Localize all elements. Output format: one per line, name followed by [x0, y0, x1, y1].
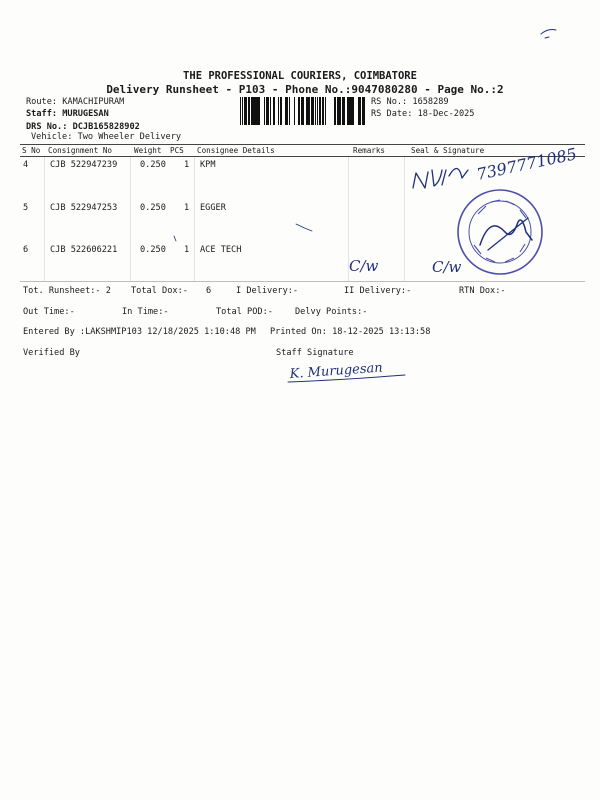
row-weight: 0.250 — [140, 245, 166, 255]
delvy-points: Delvy Points:- — [295, 307, 368, 317]
row-consignee: EGGER — [200, 203, 226, 213]
drs-number: DRS No.: DCJB165828902 — [26, 122, 140, 132]
rs-date: RS Date: 18-Dec-2025 — [371, 109, 475, 119]
stray-mark — [296, 224, 312, 231]
total-pod: Total POD:- — [216, 307, 273, 317]
header-weight: Weight — [134, 146, 162, 155]
seal-cw: C/w — [432, 258, 462, 276]
header-remarks: Remarks — [353, 146, 386, 155]
row-weight: 0.250 — [140, 203, 166, 213]
route-label: Route: KAMACHIPURAM — [26, 97, 125, 107]
stray-mark — [174, 236, 176, 241]
row-consignee: KPM — [200, 160, 216, 170]
company-name: THE PROFESSIONAL COURIERS, COIMBATORE — [183, 70, 417, 82]
i-delivery: I Delivery:- — [236, 286, 299, 296]
row-weight: 0.250 — [140, 160, 166, 170]
staff-signature-label: Staff Signature — [276, 348, 354, 358]
in-time: In Time:- — [122, 307, 169, 317]
remark-cw: C/w — [349, 257, 379, 275]
header-sno: S No — [22, 146, 41, 155]
row-consignment: CJB 522606221 — [50, 245, 118, 255]
row-pcs: 1 — [184, 160, 190, 170]
row-consignment: CJB 522947253 — [50, 203, 118, 213]
row-pcs: 1 — [184, 245, 190, 255]
row-consignment: CJB 522947239 — [50, 160, 118, 170]
header-consignee: Consignee Details — [197, 146, 275, 155]
row-sno: 5 — [23, 203, 29, 213]
header-pcs: PCS — [170, 146, 184, 155]
row-consignee: ACE TECH — [200, 245, 242, 255]
total-dox-label: Total Dox:- — [131, 286, 188, 296]
total-dox-value: 6 — [206, 286, 212, 296]
out-time: Out Time:- — [23, 307, 75, 317]
row-pcs: 1 — [184, 203, 190, 213]
entered-by: Entered By :LAKSHMIP103 12/18/2025 1:10:48 PM — [23, 327, 256, 337]
corner-mark — [541, 30, 556, 39]
runsheet-title: Delivery Runsheet - P103 - Phone No.:9047080280 - Page No.:2 — [106, 83, 504, 96]
row-sno: 4 — [23, 160, 29, 170]
rs-number: RS No.: 1658289 — [371, 97, 449, 107]
verified-by: Verified By — [23, 348, 80, 358]
staff-handwritten-signature: K. Murugesan — [289, 360, 384, 382]
company-seal — [458, 190, 542, 274]
ii-delivery: II Delivery:- — [344, 286, 412, 296]
header-consignment: Consignment No — [48, 146, 113, 155]
vehicle-label: Vehicle: Two Wheeler Delivery — [31, 132, 182, 142]
handwritten-phone: 7397771085 — [474, 144, 579, 184]
rtn-dox: RTN Dox:- — [459, 286, 506, 296]
header-seal: Seal & Signature — [411, 146, 485, 155]
staff-label: Staff: MURUGESAN — [26, 109, 109, 119]
tot-runsheet: Tot. Runsheet:- 2 — [23, 286, 111, 296]
row-sno: 6 — [23, 245, 29, 255]
printed-on: Printed On: 18-12-2025 13:13:58 — [270, 327, 431, 337]
receiver-initials — [413, 168, 468, 188]
